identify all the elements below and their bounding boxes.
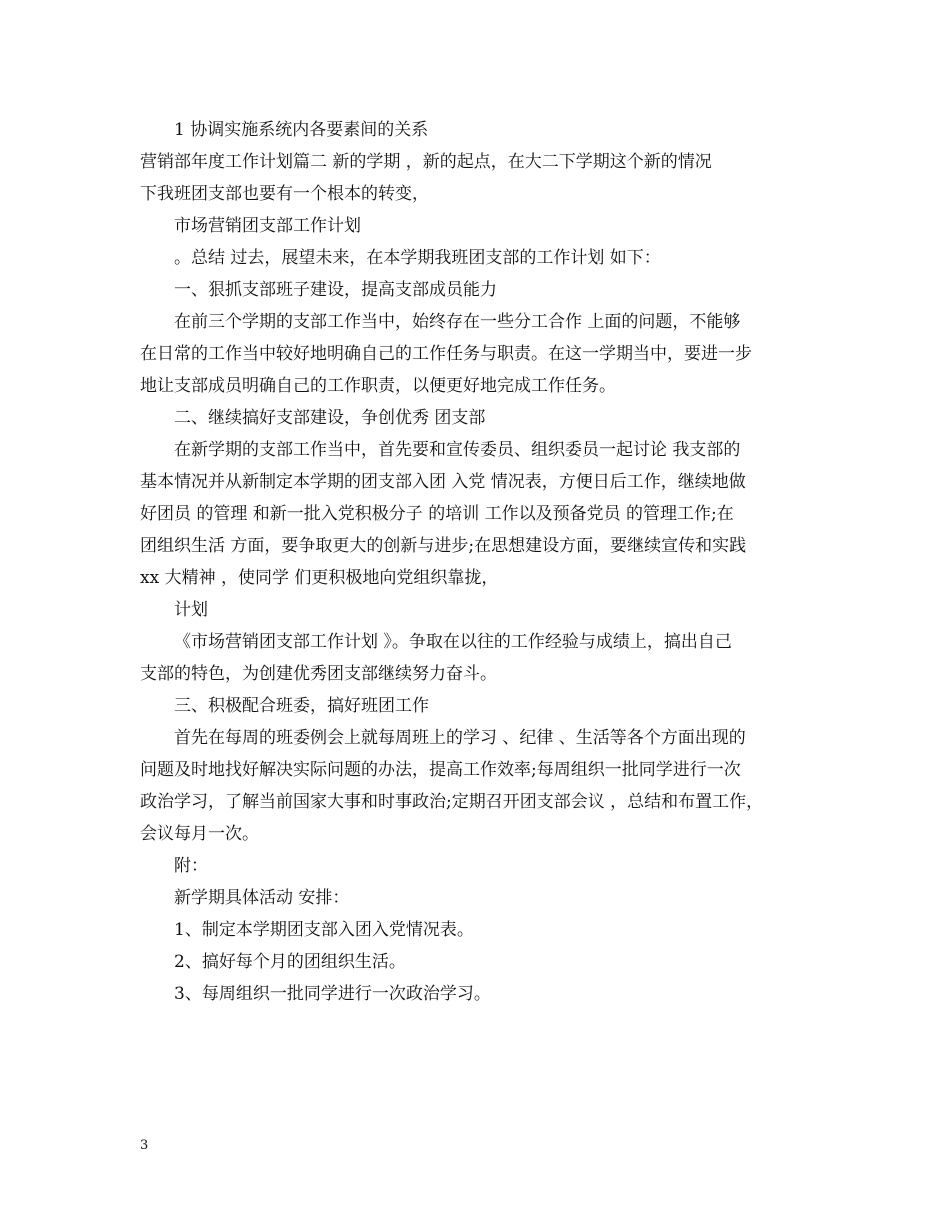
text-line: 支部的特色，为创建优秀团支部继续努力奋斗。: [140, 664, 497, 684]
text-line: 3、每周组织一批同学进行一次政治学习。: [174, 984, 491, 1004]
text-line: 《市场营销团支部工作计划 》。争取在以往的工作经验与成绩上，搞出自己: [174, 632, 732, 652]
text-line: 团组织生活 方面，要争取更大的创新与进步;在思想建设方面，要继续宣传和实践: [140, 536, 747, 556]
text-line: 计划: [174, 600, 208, 620]
text-line: 三、积极配合班委，搞好班团工作: [174, 696, 429, 716]
text-line: xx 大精神 ，使同学 们更积极地向党组织靠拢，: [140, 568, 499, 588]
text-line: 政治学习，了解当前国家大事和时事政治;定期召开团支部会议 ，总结和布置工作，: [140, 792, 764, 812]
text-line: 下我班团支部也要有一个根本的转变，: [140, 184, 429, 204]
text-line: 地让支部成员明确自己的工作职责，以便更好地完成工作任务。: [140, 376, 616, 396]
text-line: 营销部年度工作计划篇二 新的学期 ，新的起点，在大二下学期这个新的情况: [140, 152, 712, 172]
text-line: 基本情况并从新制定本学期的团支部入团 入党 情况表，方便日后工作，继续地做: [140, 472, 746, 492]
text-line: 会议每月一次。: [140, 824, 259, 844]
text-line: 在新学期的支部工作当中，首先要和宣传委员、组织委员一起讨论 我支部的: [174, 440, 741, 460]
text-line: 首先在每周的班委例会上就每周班上的学习 、纪律 、生活等各个方面出现的: [174, 728, 746, 748]
text-line: 一、狠抓支部班子建设，提高支部成员能力: [174, 280, 497, 300]
text-line: 在前三个学期的支部工作当中，始终存在一些分工合作 上面的问题，不能够: [174, 312, 741, 332]
text-line: 1 协调实施系统内各要素间的关系: [174, 120, 429, 140]
document-body: [140, 114, 820, 1010]
text-line: 2、搞好每个月的团组织生活。: [174, 952, 406, 972]
text-line: 附：: [174, 856, 208, 876]
text-line: 在日常的工作当中较好地明确自己的工作任务与职责。在这一学期当中，要进一步: [140, 344, 752, 364]
text-line: 市场营销团支部工作计划: [174, 216, 361, 236]
text-line: 1、制定本学期团支部入团入党情况表。: [174, 920, 474, 940]
text-line: 。总结 过去，展望未来，在本学期我班团支部的工作计划 如下：: [174, 248, 661, 268]
text-line: 二、继续搞好支部建设，争创优秀 团支部: [174, 408, 486, 428]
page-number: 3: [140, 1138, 149, 1153]
text-line: 好团员 的管理 和新一批入党积极分子 的培训 工作以及预备党员 的管理工作;在: [140, 504, 734, 524]
text-line: 新学期具体活动 安排：: [174, 888, 350, 908]
text-line: 问题及时地找好解决实际问题的办法，提高工作效率;每周组织一批同学进行一次: [140, 760, 741, 780]
